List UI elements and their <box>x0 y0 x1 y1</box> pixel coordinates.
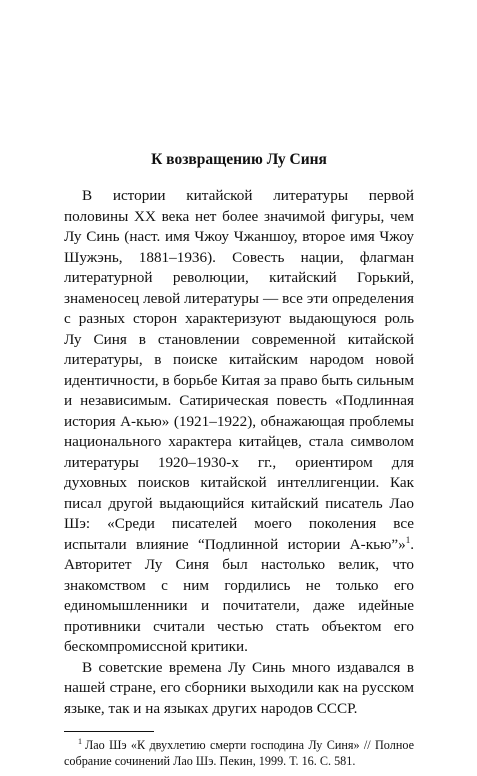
paragraph-1-text: В истории китайской литературы первой половины XX века нет более значимой фигуры, чем Лу Синь (наст. имя Чжоу Чжаншоу, второе имя Чжоу Шужэнь, 1881–1936). Совесть нации, флагман литературной революции, китайский Горький, знаменосец левой литературы — все эти определения с разных сторон характеризуют выдающуюся роль Лу Синя в становлении современной китайской литературы, в поиске китайским народом новой идентичности, в борьбе Китая за право быть сильным и независимым. Сатирическая повесть «Подлинная история А-кью» (1921–1922), обнажающая проблемы национального характера китайцев, стала символом литературы 1920–1930-х гг., ориентиром для духовных поисков китайской интеллигенции. Как писал другой выдающийся китайский писатель Лао Шэ: «Среди писателей моего поколения все испытали влияние “Подлинной истории А-кью”» <box>64 187 414 553</box>
footnote <box>64 738 414 769</box>
footnote-marker: 1 <box>78 736 82 746</box>
paragraph-2: В советские времена Лу Синь много издавался в нашей стране, его сборники выходили как на русском языке, так и на языках других народов СССР. <box>64 658 414 717</box>
paragraph-1-text-continued: . Авторитет Лу Синя был настолько велик, что знакомством с ним гордились не только его единомышленники и почитатели, даже идейные противники считали честью стать объектом его бескомпромиссной критики. <box>64 535 414 655</box>
footnote-reference[interactable]: 1 <box>405 534 411 545</box>
footnote-text: Лао Шэ «К двухлетию смерти господина Лу Синя» // Полное собрание сочинений Лао Шэ. Пекин, 1999. Т. 16. С. 581. <box>64 738 414 768</box>
page-body <box>64 150 414 769</box>
footnote-divider <box>64 731 154 732</box>
chapter-title: К возвращению Лу Синя <box>151 151 327 168</box>
paragraph-1 <box>64 186 414 658</box>
